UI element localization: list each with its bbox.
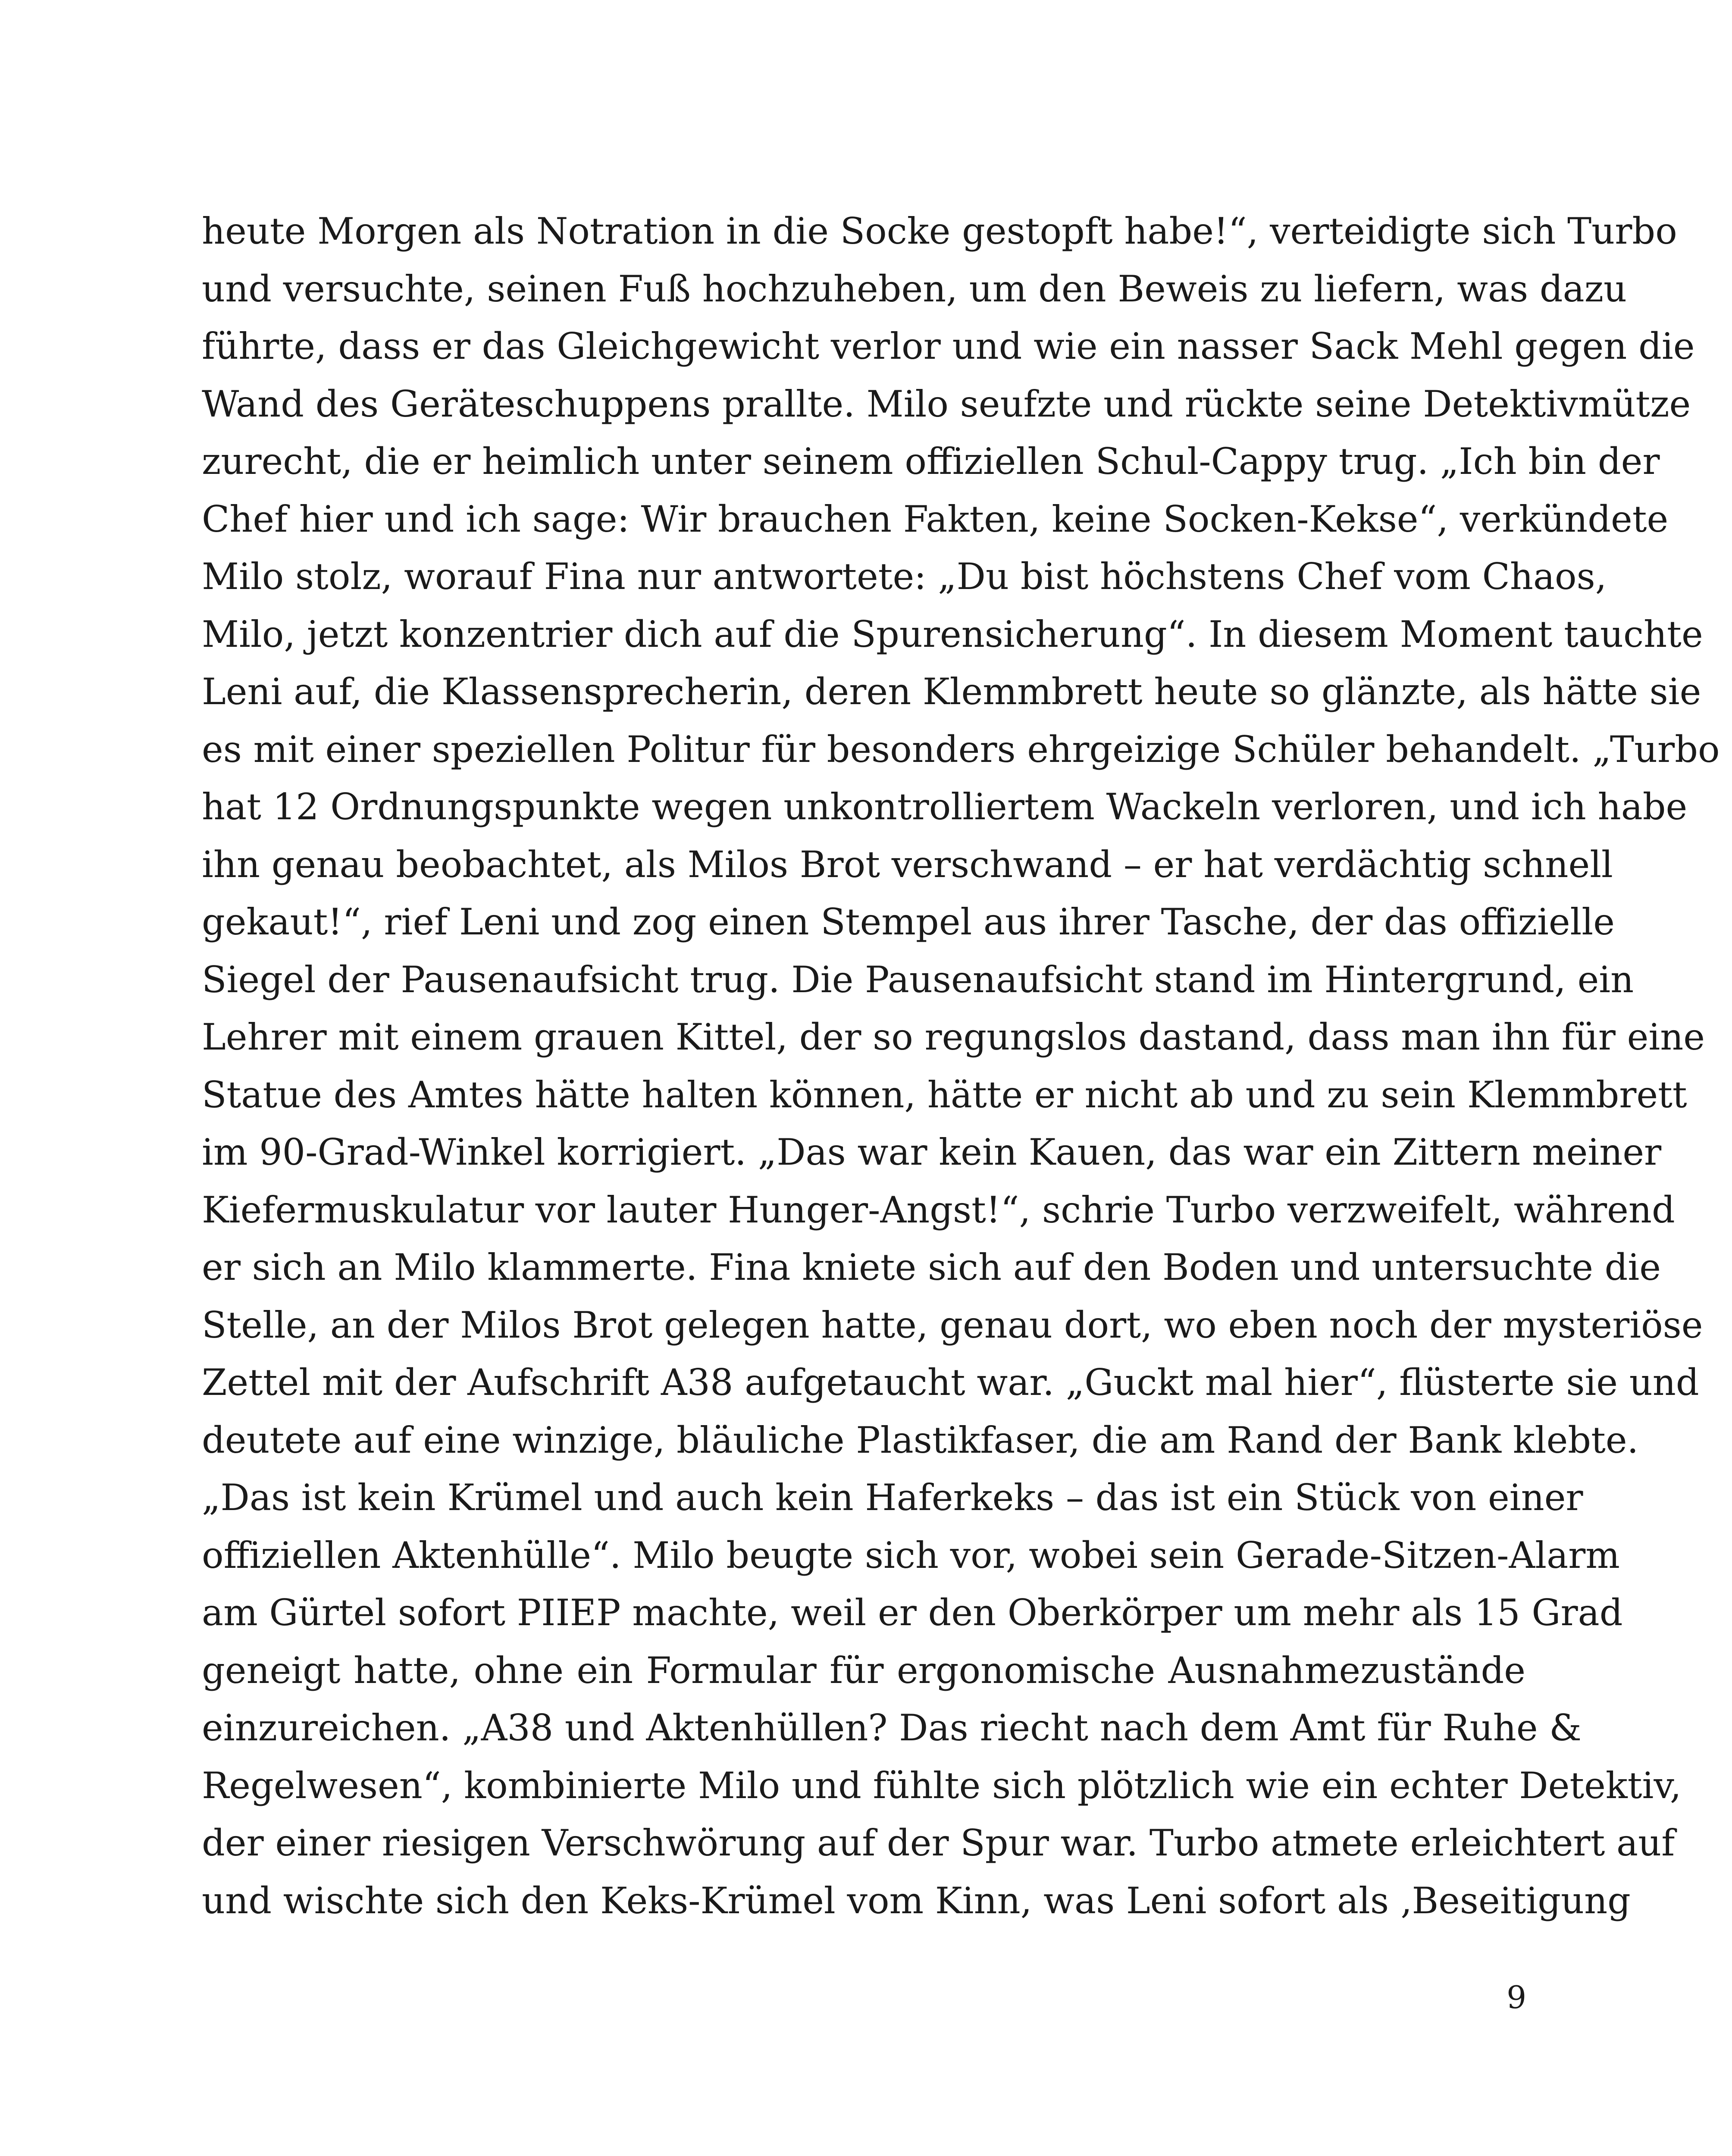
text-line: Chef hier und ich sage: Wir brauchen Fakten, keine Socken-Kekse“, verkündete	[202, 498, 1669, 540]
text-line: und versuchte, seinen Fuß hochzuheben, um den Beweis zu liefern, was dazu	[202, 267, 1627, 310]
text-line: Statue des Amtes hätte halten können, hätte er nicht ab und zu sein Klemmbrett	[202, 1073, 1687, 1116]
body-text	[202, 203, 1720, 1930]
text-line: Milo, jetzt konzentrier dich auf die Spurensicherung“. In diesem Moment tauchte	[202, 613, 1703, 655]
text-line: Kiefermuskulatur vor lauter Hunger-Angst!“, schrie Turbo verzweifelt, während	[202, 1188, 1675, 1231]
text-line: es mit einer speziellen Politur für besonders ehrgeizige Schüler behandelt. „Turbo	[202, 728, 1720, 771]
text-line: Regelwesen“, kombinierte Milo und fühlte sich plötzlich wie ein echter Detektiv,	[202, 1764, 1682, 1807]
text-line: hat 12 Ordnungspunkte wegen unkontrolliertem Wackeln verloren, und ich habe	[202, 786, 1688, 828]
text-line: deutete auf eine winzige, bläuliche Plastikfaser, die am Rand der Bank klebte.	[202, 1419, 1639, 1461]
text-line: einzureichen. „A38 und Aktenhüllen? Das riecht nach dem Amt für Ruhe &	[202, 1707, 1582, 1749]
text-line: gekaut!“, rief Leni und zog einen Stempel aus ihrer Tasche, der das offizielle	[202, 901, 1615, 943]
text-line: zurecht, die er heimlich unter seinem offiziellen Schul-Cappy trug. „Ich bin der	[202, 440, 1660, 483]
page-number: 9	[1506, 1979, 1526, 2015]
text-line: Zettel mit der Aufschrift A38 aufgetaucht war. „Guckt mal hier“, flüsterte sie und	[202, 1361, 1699, 1404]
text-line: der einer riesigen Verschwörung auf der Spur war. Turbo atmete erleichtert auf	[202, 1822, 1675, 1864]
text-line: Lehrer mit einem grauen Kittel, der so regungslos dastand, dass man ihn für eine	[202, 1016, 1705, 1058]
text-line: Siegel der Pausenaufsicht trug. Die Pausenaufsicht stand im Hintergrund, ein	[202, 958, 1634, 1001]
text-line: führte, dass er das Gleichgewicht verlor und wie ein nasser Sack Mehl gegen die	[202, 325, 1695, 367]
text-line: am Gürtel sofort PIIEP machte, weil er den Oberkörper um mehr als 15 Grad	[202, 1592, 1623, 1634]
text-line: Stelle, an der Milos Brot gelegen hatte, genau dort, wo eben noch der mysteriöse	[202, 1304, 1703, 1346]
text-line: und wischte sich den Keks-Krümel vom Kinn, was Leni sofort als ‚Beseitigung	[202, 1879, 1631, 1922]
text-line: Leni auf, die Klassensprecherin, deren Klemmbrett heute so glänzte, als hätte sie	[202, 671, 1701, 713]
text-line: geneigt hatte, ohne ein Formular für ergonomische Ausnahmezustände	[202, 1649, 1525, 1692]
text-line: er sich an Milo klammerte. Fina kniete sich auf den Boden und untersuchte die	[202, 1246, 1661, 1288]
text-line: heute Morgen als Notration in die Socke gestopft habe!“, verteidigte sich Turbo	[202, 210, 1677, 252]
text-line: Wand des Geräteschuppens prallte. Milo seufzte und rückte seine Detektivmütze	[202, 382, 1691, 425]
text-line: offiziellen Aktenhülle“. Milo beugte sich vor, wobei sein Gerade-Sitzen-Alarm	[202, 1534, 1620, 1576]
text-line: ihn genau beobachtet, als Milos Brot verschwand – er hat verdächtig schnell	[202, 843, 1613, 886]
text-line: im 90-Grad-Winkel korrigiert. „Das war kein Kauen, das war ein Zittern meiner	[202, 1131, 1662, 1173]
text-line: „Das ist kein Krümel und auch kein Haferkeks – das ist ein Stück von einer	[202, 1476, 1583, 1519]
text-line: Milo stolz, worauf Fina nur antwortete: „Du bist höchstens Chef vom Chaos,	[202, 555, 1607, 598]
